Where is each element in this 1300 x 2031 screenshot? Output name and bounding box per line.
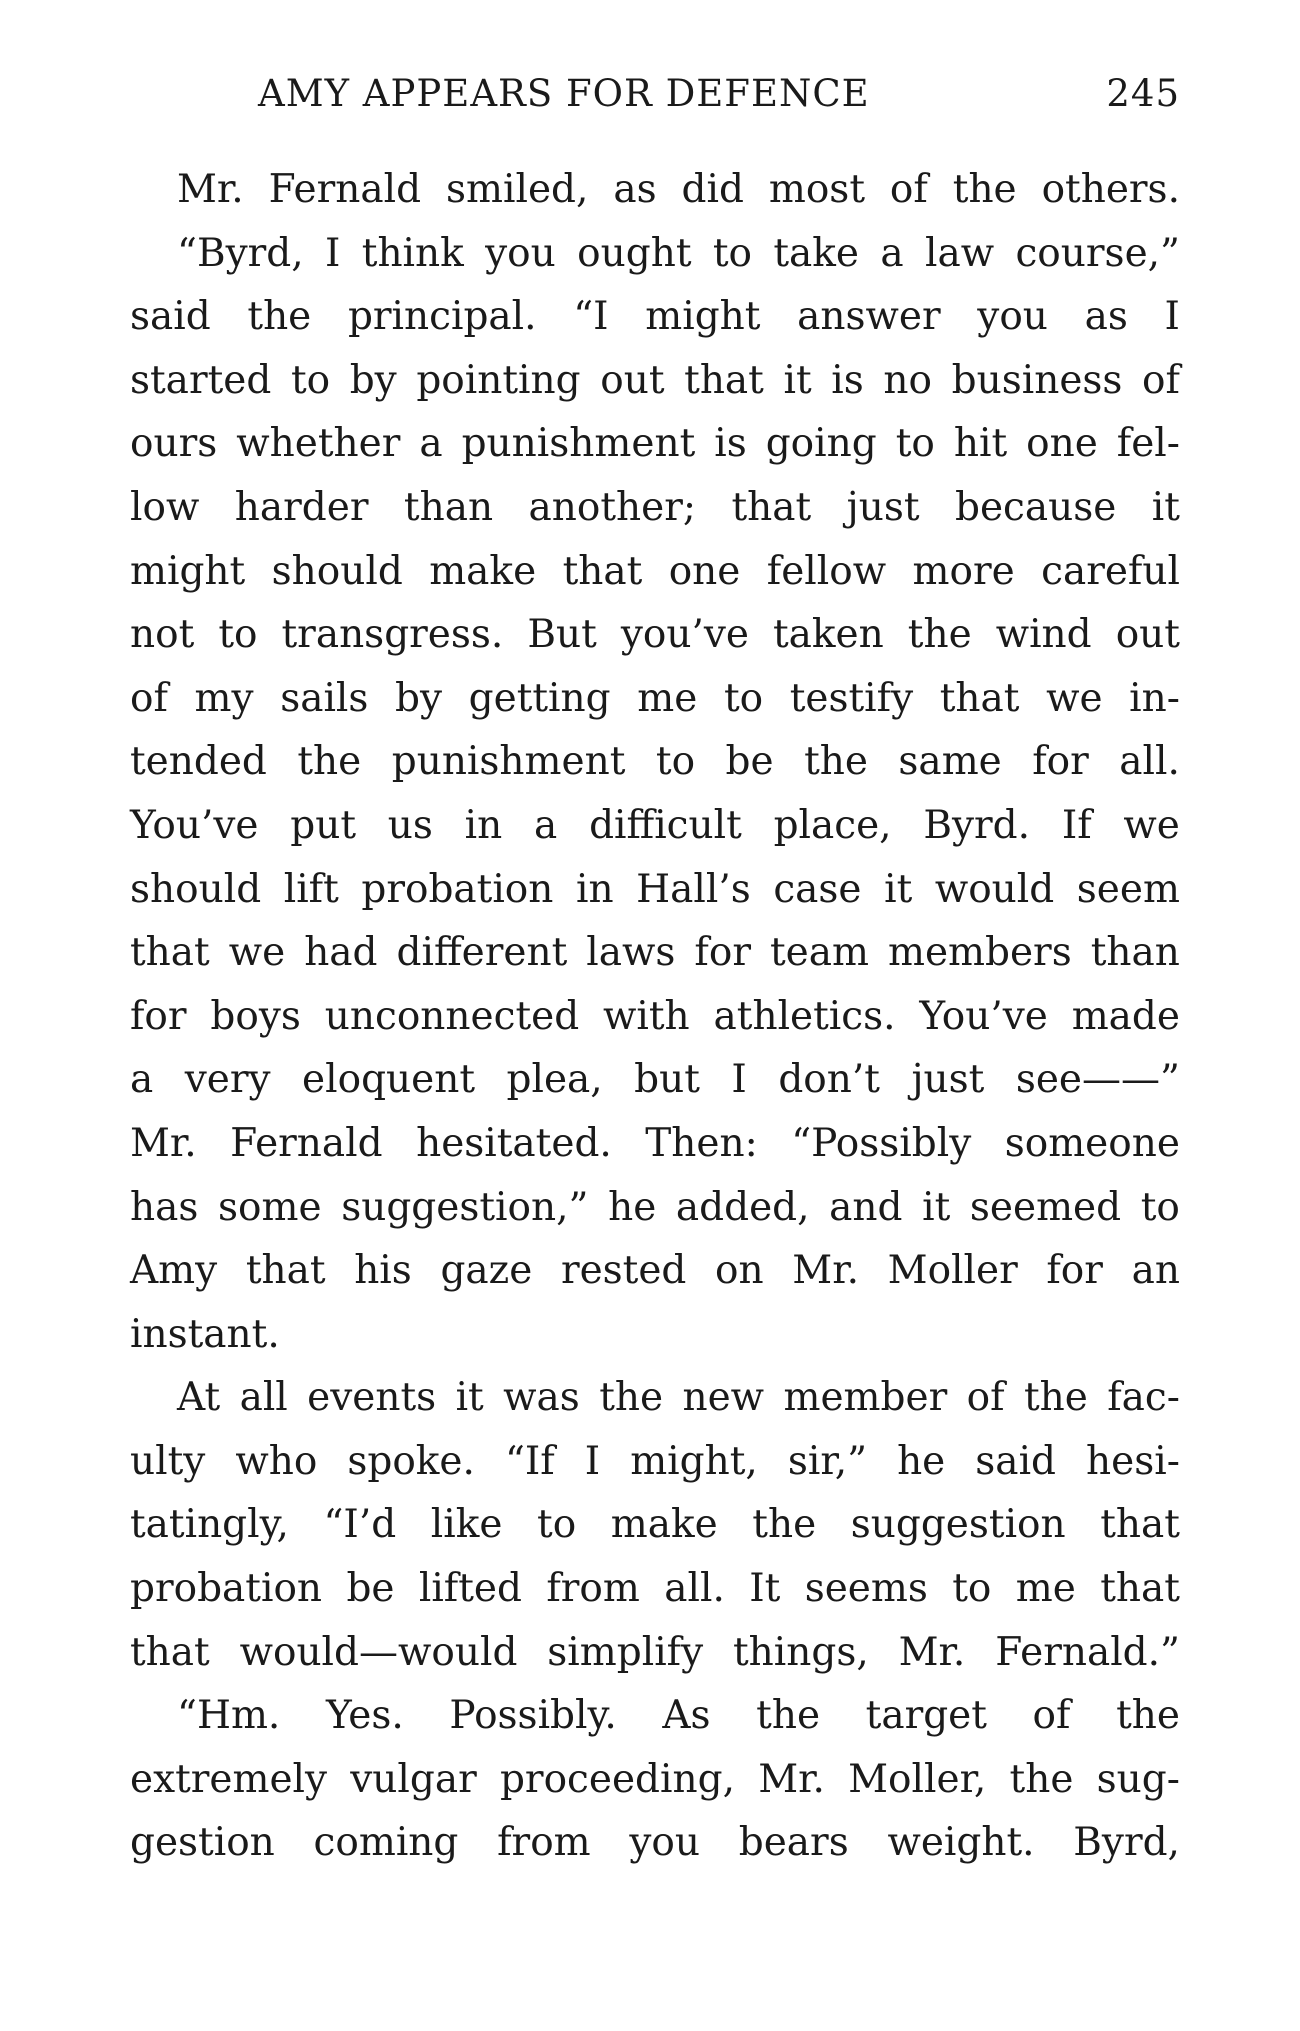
word: to <box>218 612 258 658</box>
word: You’ve <box>130 802 259 848</box>
word: principal. <box>347 294 537 340</box>
word: tended <box>130 739 267 785</box>
text-line <box>130 603 1180 667</box>
word: would <box>934 866 1055 912</box>
word: things, <box>733 1629 869 1675</box>
word: all <box>239 1375 288 1421</box>
word: made <box>1071 993 1180 1039</box>
word: simplify <box>547 1629 704 1675</box>
word: taken <box>773 612 884 658</box>
word: place, <box>773 802 892 848</box>
word: the <box>1023 1375 1088 1421</box>
word: by <box>349 357 397 403</box>
word: you <box>485 230 556 276</box>
word: vulgar <box>350 1756 477 1802</box>
word: said <box>130 294 211 340</box>
word: like <box>430 1502 503 1548</box>
word: “I <box>573 294 609 340</box>
word: fel- <box>1116 421 1180 467</box>
word: business <box>951 357 1123 403</box>
word: he <box>608 1184 657 1230</box>
word: I <box>325 230 341 276</box>
text-line <box>130 858 1180 922</box>
word: careful <box>1041 548 1180 594</box>
word: of <box>889 167 928 212</box>
word: I <box>731 1057 747 1103</box>
word: probation <box>130 1566 323 1612</box>
word: all. <box>1119 739 1180 785</box>
word: very <box>184 1057 271 1103</box>
word: it <box>455 1375 484 1421</box>
word: don’t <box>778 1057 880 1103</box>
text-line <box>130 1493 1180 1557</box>
word: lifted <box>418 1566 522 1612</box>
word: a <box>534 802 558 848</box>
word: make <box>429 548 537 594</box>
word: added, <box>675 1184 810 1230</box>
word: in <box>575 866 614 912</box>
word: Yes. <box>325 1693 404 1739</box>
word: in- <box>1129 675 1180 721</box>
word: that <box>731 484 812 530</box>
text-line <box>130 1176 1180 1240</box>
word: events <box>307 1375 437 1421</box>
word: hesitated. <box>416 1120 612 1166</box>
word: low <box>130 484 200 530</box>
word: Mr. <box>758 1756 825 1802</box>
word: It <box>749 1566 781 1612</box>
word: it <box>783 357 812 403</box>
word: course,” <box>1015 230 1180 276</box>
word: Fernald <box>230 1120 383 1166</box>
word: be <box>725 739 774 785</box>
text-line <box>130 1303 1180 1367</box>
text-line <box>130 158 1180 222</box>
word: an <box>1131 1248 1180 1294</box>
text-line <box>130 1621 1180 1685</box>
word: that <box>939 675 1020 721</box>
word: started <box>130 357 272 403</box>
word: sir,” <box>787 1438 868 1484</box>
word: athletics. <box>713 993 896 1039</box>
word: but <box>634 1057 700 1103</box>
word: to <box>1140 1184 1180 1230</box>
word: weight. <box>887 1820 1035 1866</box>
word: whether <box>236 421 401 467</box>
word: it <box>1151 484 1180 530</box>
word: Mr. <box>898 1629 966 1675</box>
word: instant. <box>130 1311 280 1357</box>
word: might <box>130 548 246 594</box>
word: Hall’s <box>636 866 751 912</box>
word: ought <box>577 230 692 276</box>
word: punishment <box>461 421 696 467</box>
word: You’ve <box>919 993 1048 1039</box>
running-head: AMY APPEARS FOR DEFENCE <box>258 72 870 115</box>
word: gaze <box>440 1248 533 1294</box>
word: to <box>895 421 935 467</box>
word: a <box>419 421 443 467</box>
word: who <box>235 1438 318 1484</box>
word: that <box>130 1629 210 1675</box>
word: “If <box>504 1438 555 1484</box>
word: another; <box>528 484 697 530</box>
text-line <box>130 985 1180 1049</box>
word: a <box>880 230 904 276</box>
word: all. <box>664 1566 725 1612</box>
word: make <box>610 1502 718 1548</box>
word: out <box>1115 612 1180 658</box>
word: the <box>247 294 312 340</box>
text-line <box>130 1811 1180 1875</box>
text-line <box>130 1048 1180 1112</box>
word: lift <box>283 866 339 912</box>
word: wind <box>995 612 1092 658</box>
text-line <box>130 921 1180 985</box>
word: one <box>1026 421 1098 467</box>
word: sug- <box>1096 1756 1180 1802</box>
word: suggestion,” <box>341 1184 589 1230</box>
word: is <box>714 421 747 467</box>
text-line <box>130 1239 1180 1303</box>
word: you <box>977 294 1048 340</box>
word: the <box>804 739 868 785</box>
word: for <box>130 993 187 1039</box>
word: getting <box>468 675 611 721</box>
word: is <box>831 357 864 403</box>
word: you’ve <box>620 612 749 658</box>
word: Moller, <box>848 1756 987 1802</box>
word: take <box>773 230 860 276</box>
page-header <box>130 72 1180 124</box>
page-number: 245 <box>1106 72 1180 115</box>
word: we <box>1123 802 1180 848</box>
word: punishment <box>391 739 626 785</box>
word: Byrd. <box>923 802 1031 848</box>
text-line <box>130 730 1180 794</box>
word: probation <box>361 866 554 912</box>
word: on <box>715 1248 764 1294</box>
word: as <box>1084 294 1128 340</box>
word: of <box>966 1375 1005 1421</box>
text-line <box>130 222 1180 286</box>
word: I <box>1164 294 1180 340</box>
word: for <box>1032 739 1089 785</box>
word: might <box>645 294 761 340</box>
word: that <box>562 548 643 594</box>
word: had <box>304 930 378 976</box>
word: as <box>613 167 657 212</box>
word: was <box>503 1375 580 1421</box>
word: that <box>245 1248 326 1294</box>
word: If <box>1061 802 1092 848</box>
word: he <box>897 1438 946 1484</box>
word: “Hm. <box>177 1693 281 1739</box>
word: just <box>846 484 920 530</box>
word: “I’d <box>323 1502 397 1548</box>
word: you <box>629 1820 701 1866</box>
text-line <box>130 1112 1180 1176</box>
word: sails <box>280 675 369 721</box>
word: that <box>1100 1566 1180 1612</box>
word: different <box>396 930 568 976</box>
word: just <box>911 1057 985 1103</box>
word: going <box>765 421 877 467</box>
word: target <box>865 1693 987 1739</box>
word: that <box>130 930 210 976</box>
word: for <box>1046 1248 1103 1294</box>
word: out <box>600 357 665 403</box>
word: did <box>681 167 744 212</box>
text-line <box>130 349 1180 413</box>
word: laws <box>586 930 676 976</box>
word: because <box>954 484 1117 530</box>
word: the <box>1116 1693 1180 1739</box>
word: from <box>497 1820 591 1866</box>
word: “Possibly <box>791 1120 972 1166</box>
word: Fernald.” <box>995 1629 1180 1675</box>
word: transgress. <box>281 612 504 658</box>
text-line <box>130 1557 1180 1621</box>
word: me <box>1015 1566 1076 1612</box>
word: the <box>756 1693 821 1739</box>
word: unconnected <box>324 993 580 1039</box>
word: extremely <box>130 1756 328 1802</box>
word: to <box>537 1502 577 1548</box>
word: to <box>712 230 753 276</box>
word: case <box>773 866 862 912</box>
word: tatingly, <box>130 1502 289 1548</box>
word: would—would <box>239 1629 518 1675</box>
word: by <box>395 675 443 721</box>
word: Fernald <box>268 167 422 212</box>
word: to <box>952 1566 992 1612</box>
word: coming <box>313 1820 459 1866</box>
word: to <box>723 675 764 721</box>
word: in <box>464 802 503 848</box>
text-line <box>130 1430 1180 1494</box>
word: seems <box>804 1566 928 1612</box>
word: we <box>1046 675 1103 721</box>
word: harder <box>234 484 369 530</box>
word: Then: <box>645 1120 758 1166</box>
text-line <box>130 476 1180 540</box>
word: Amy <box>130 1248 218 1294</box>
text-line <box>130 667 1180 731</box>
text-line <box>130 412 1180 476</box>
word: be <box>346 1566 395 1612</box>
word: not <box>130 612 195 658</box>
word: same <box>898 739 1002 785</box>
word: a <box>130 1057 154 1103</box>
word: of <box>1032 1693 1071 1739</box>
word: said <box>975 1438 1057 1484</box>
word: no <box>883 357 932 403</box>
word: spoke. <box>347 1438 475 1484</box>
word: Mr. <box>792 1248 859 1294</box>
word: the <box>297 739 362 785</box>
word: someone <box>1004 1120 1180 1166</box>
word: others. <box>1041 167 1180 212</box>
word: to <box>655 739 696 785</box>
word: think <box>361 230 464 276</box>
word: than <box>403 484 494 530</box>
word: of <box>1142 357 1180 403</box>
word: the <box>952 167 1017 212</box>
word: As <box>662 1693 711 1739</box>
word: Mr. <box>177 167 244 212</box>
word: members <box>887 930 1072 976</box>
word: seemed <box>969 1184 1122 1230</box>
word: suggestion <box>850 1502 1066 1548</box>
word: from <box>546 1566 640 1612</box>
word: I <box>584 1438 601 1484</box>
word: smiled, <box>446 167 589 212</box>
word: put <box>290 802 356 848</box>
text-line <box>130 540 1180 604</box>
word: pointing <box>416 357 581 403</box>
word: Mr. <box>130 1120 197 1166</box>
word: more <box>912 548 1015 594</box>
word: But <box>527 612 597 658</box>
word: should <box>271 548 403 594</box>
text-line <box>130 1684 1180 1748</box>
word: some <box>218 1184 322 1230</box>
word: team <box>769 930 869 976</box>
word: the <box>752 1502 817 1548</box>
word: it <box>922 1184 951 1230</box>
word: rested <box>560 1248 687 1294</box>
word: testify <box>789 675 914 721</box>
word: one <box>668 548 741 594</box>
word: plea, <box>506 1057 603 1103</box>
word: gestion <box>130 1820 275 1866</box>
word: Possibly. <box>449 1693 617 1739</box>
word: that <box>684 357 764 403</box>
body-text <box>130 158 1180 1875</box>
word: law <box>925 230 995 276</box>
word: than <box>1090 930 1180 976</box>
word: At <box>177 1375 221 1421</box>
text-line <box>130 794 1180 858</box>
word: we <box>228 930 286 976</box>
word: hesi- <box>1086 1438 1180 1484</box>
word: fellow <box>766 548 887 594</box>
word: to <box>290 357 331 403</box>
word: bears <box>738 1820 849 1866</box>
word: my <box>194 675 254 721</box>
word: should <box>130 866 262 912</box>
word: see——” <box>1015 1057 1180 1103</box>
word: for <box>694 930 751 976</box>
word: seem <box>1076 866 1180 912</box>
word: proceeding, <box>499 1756 735 1802</box>
word: boys <box>210 993 301 1039</box>
word: Moller <box>887 1248 1018 1294</box>
word: the <box>599 1375 664 1421</box>
word: us <box>387 802 433 848</box>
word: Byrd, <box>1073 1820 1180 1866</box>
word: answer <box>797 294 941 340</box>
word: and <box>829 1184 903 1230</box>
word: it <box>884 866 913 912</box>
word: the <box>1009 1756 1074 1802</box>
word: the <box>907 612 972 658</box>
text-line <box>130 1366 1180 1430</box>
word: might, <box>630 1438 758 1484</box>
word: new <box>682 1375 765 1421</box>
word: me <box>637 675 698 721</box>
word: that <box>1100 1502 1180 1548</box>
word: hit <box>953 421 1008 467</box>
word: member <box>783 1375 948 1421</box>
word: has <box>130 1184 199 1230</box>
word: ours <box>130 421 218 467</box>
text-line <box>130 285 1180 349</box>
word: fac- <box>1107 1375 1180 1421</box>
word: of <box>130 675 168 721</box>
word: difficult <box>589 802 742 848</box>
text-line <box>130 1748 1180 1812</box>
word: ulty <box>130 1438 206 1484</box>
word: his <box>354 1248 412 1294</box>
word: with <box>603 993 690 1039</box>
word: “Byrd, <box>177 230 304 276</box>
word: most <box>768 167 865 212</box>
word: eloquent <box>302 1057 476 1103</box>
